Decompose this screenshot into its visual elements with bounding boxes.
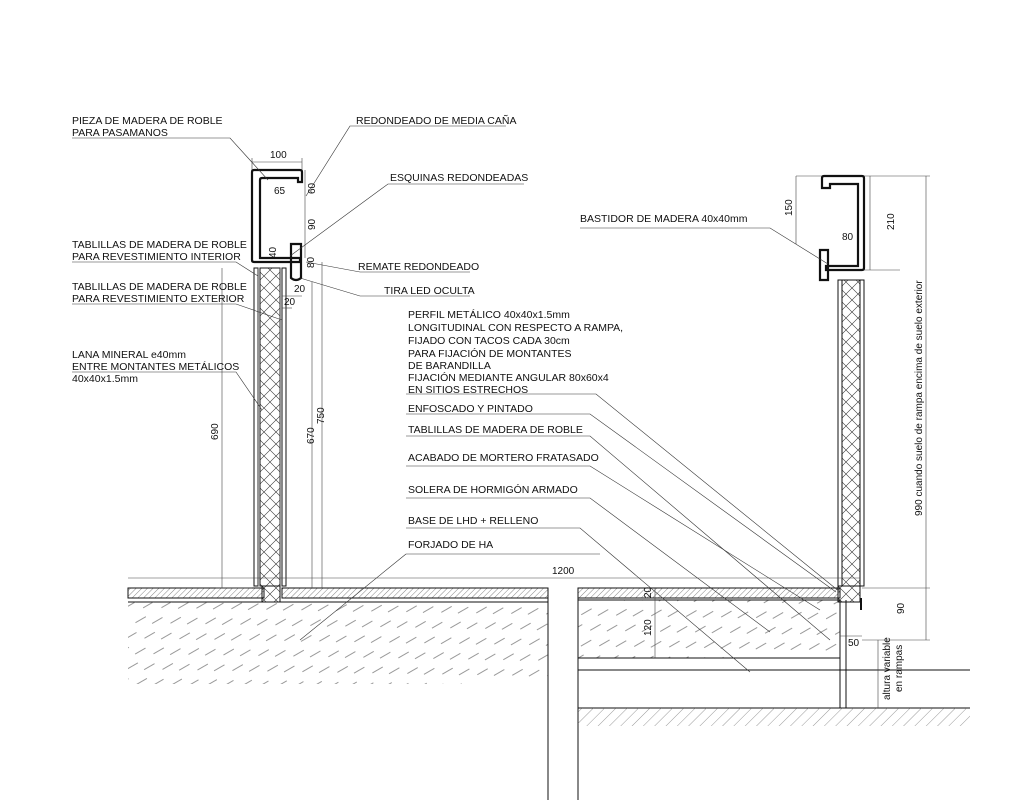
dim-20-slab: 20 — [643, 586, 654, 598]
label-exterior-slats-2: PARA REVESTIMIENTO EXTERIOR — [72, 293, 245, 305]
svg-text:altura variable — [882, 637, 893, 700]
svg-text:PIEZA DE MADERA DE ROBLE — [72, 115, 223, 127]
label-metal-profile-2: LONGITUDINAL CON RESPECTO A RAMPA, — [408, 322, 624, 334]
dim-120: 120 — [643, 619, 654, 636]
svg-text:DE BARANDILLA — [408, 360, 491, 372]
dim-990: 990 cuando suelo de rampa encima de suelo exterior — [914, 280, 925, 516]
dim-20-a: 20 — [294, 284, 306, 295]
label-interior-slats-2: PARA REVESTIMIENTO INTERIOR — [72, 251, 241, 263]
dim-60: 60 — [307, 182, 318, 194]
label-rounded-corners: ESQUINAS REDONDEADAS — [390, 172, 529, 184]
label-floor-slab: FORJADO DE HA — [408, 539, 494, 551]
right-ground — [578, 586, 970, 800]
left-wall-interior-slat — [254, 268, 258, 586]
label-metal-profile-7: EN SITIOS ESTRECHOS — [408, 384, 529, 396]
label-metal-profile-3: FIJADO CON TACOS CADA 30cm — [408, 335, 570, 347]
svg-text:EN SITIOS ESTRECHOS — [408, 384, 528, 396]
dim-90-right: 90 — [896, 602, 907, 614]
svg-text:FIJACIÓN MEDIANTE ANGULAR 80x6 — [408, 371, 609, 384]
label-interior-slats-1: TABLILLAS DE MADERA DE ROBLE — [72, 239, 247, 251]
left-railing — [252, 170, 302, 586]
svg-text:TABLILLAS DE MADERA DE ROBLE — [72, 239, 247, 251]
dim-150: 150 — [784, 199, 795, 216]
dim-variable-height-2: en rampas — [894, 644, 905, 692]
dim-210: 210 — [886, 213, 897, 230]
label-lhd-base: BASE DE LHD + RELLENO — [408, 515, 539, 527]
dim-80-right: 80 — [842, 232, 854, 243]
svg-text:FIJADO CON TACOS CADA 30cm — [408, 335, 570, 347]
svg-text:PERFIL METÁLICO 40x40x1.5mm — [408, 308, 570, 321]
dim-50: 50 — [848, 638, 860, 649]
label-metal-profile-5: DE BARANDILLA — [408, 360, 491, 372]
label-concrete-slab: SOLERA DE HORMIGÓN ARMADO — [408, 484, 578, 496]
dim-65: 65 — [274, 186, 286, 197]
svg-text:en rampas — [894, 645, 905, 692]
svg-text:ENTRE MONTANTES METÁLICOS — [72, 360, 239, 373]
label-mineral-wool-1: LANA MINERAL e40mm — [72, 349, 186, 361]
svg-text:TABLILLAS DE MADERA DE ROBLE — [72, 281, 247, 293]
label-metal-profile-4: PARA FIJACIÓN DE MONTANTES — [408, 348, 572, 360]
label-mortar-finish: ACABADO DE MORTERO FRATASADO — [408, 452, 599, 464]
label-wood-frame: BASTIDOR DE MADERA 40x40mm — [580, 213, 748, 225]
label-exterior-slats-1: TABLILLAS DE MADERA DE ROBLE — [72, 281, 247, 293]
label-handrail-piece-1: PIEZA DE MADERA DE ROBLE — [72, 115, 223, 127]
svg-text:PARA FIJACIÓN DE MONTANTES — [408, 347, 572, 360]
dim-20-b: 20 — [284, 297, 296, 308]
svg-text:40x40x1.5mm — [72, 373, 138, 385]
label-mineral-wool-3: 40x40x1.5mm — [72, 373, 138, 385]
left-wall-exterior-slat — [282, 268, 286, 586]
label-handrail-piece-2: PARA PASAMANOS — [72, 127, 168, 139]
label-mineral-wool-2: ENTRE MONTANTES METÁLICOS — [72, 361, 240, 373]
dim-1200: 1200 — [552, 566, 575, 577]
annotation-labels — [72, 114, 748, 551]
label-metal-profile-6: FIJACIÓN MEDIANTE ANGULAR 80x60x4 — [408, 372, 609, 384]
dim-690: 690 — [210, 423, 221, 440]
svg-text:LANA MINERAL e40mm — [72, 349, 186, 361]
dim-90-top: 90 — [307, 218, 318, 230]
dim-670: 670 — [306, 427, 317, 444]
label-rounded-finish: REMATE REDONDEADO — [358, 261, 480, 273]
label-hidden-led: TIRA LED OCULTA — [384, 285, 475, 297]
svg-text:PARA PASAMANOS — [72, 127, 168, 139]
dim-100: 100 — [270, 150, 287, 161]
label-half-round: REDONDEADO DE MEDIA CAÑA — [356, 115, 517, 127]
label-oak-slats: TABLILLAS DE MADERA DE ROBLE — [408, 424, 583, 436]
svg-text:PARA REVESTIMIENTO EXTERIOR — [72, 293, 245, 305]
svg-text:LONGITUDINAL CON RESPECTO A RA — [408, 322, 623, 334]
dim-40: 40 — [268, 246, 279, 258]
svg-text:PARA REVESTIMIENTO INTERIOR — [72, 251, 241, 263]
dim-750: 750 — [316, 407, 327, 424]
dim-80-left: 80 — [306, 256, 317, 268]
label-metal-profile-1: PERFIL METÁLICO 40x40x1.5mm — [408, 309, 570, 321]
left-ground — [128, 586, 548, 800]
dim-variable-height-1: altura variable — [882, 637, 893, 700]
label-plaster-paint: ENFOSCADO Y PINTADO — [408, 403, 533, 415]
